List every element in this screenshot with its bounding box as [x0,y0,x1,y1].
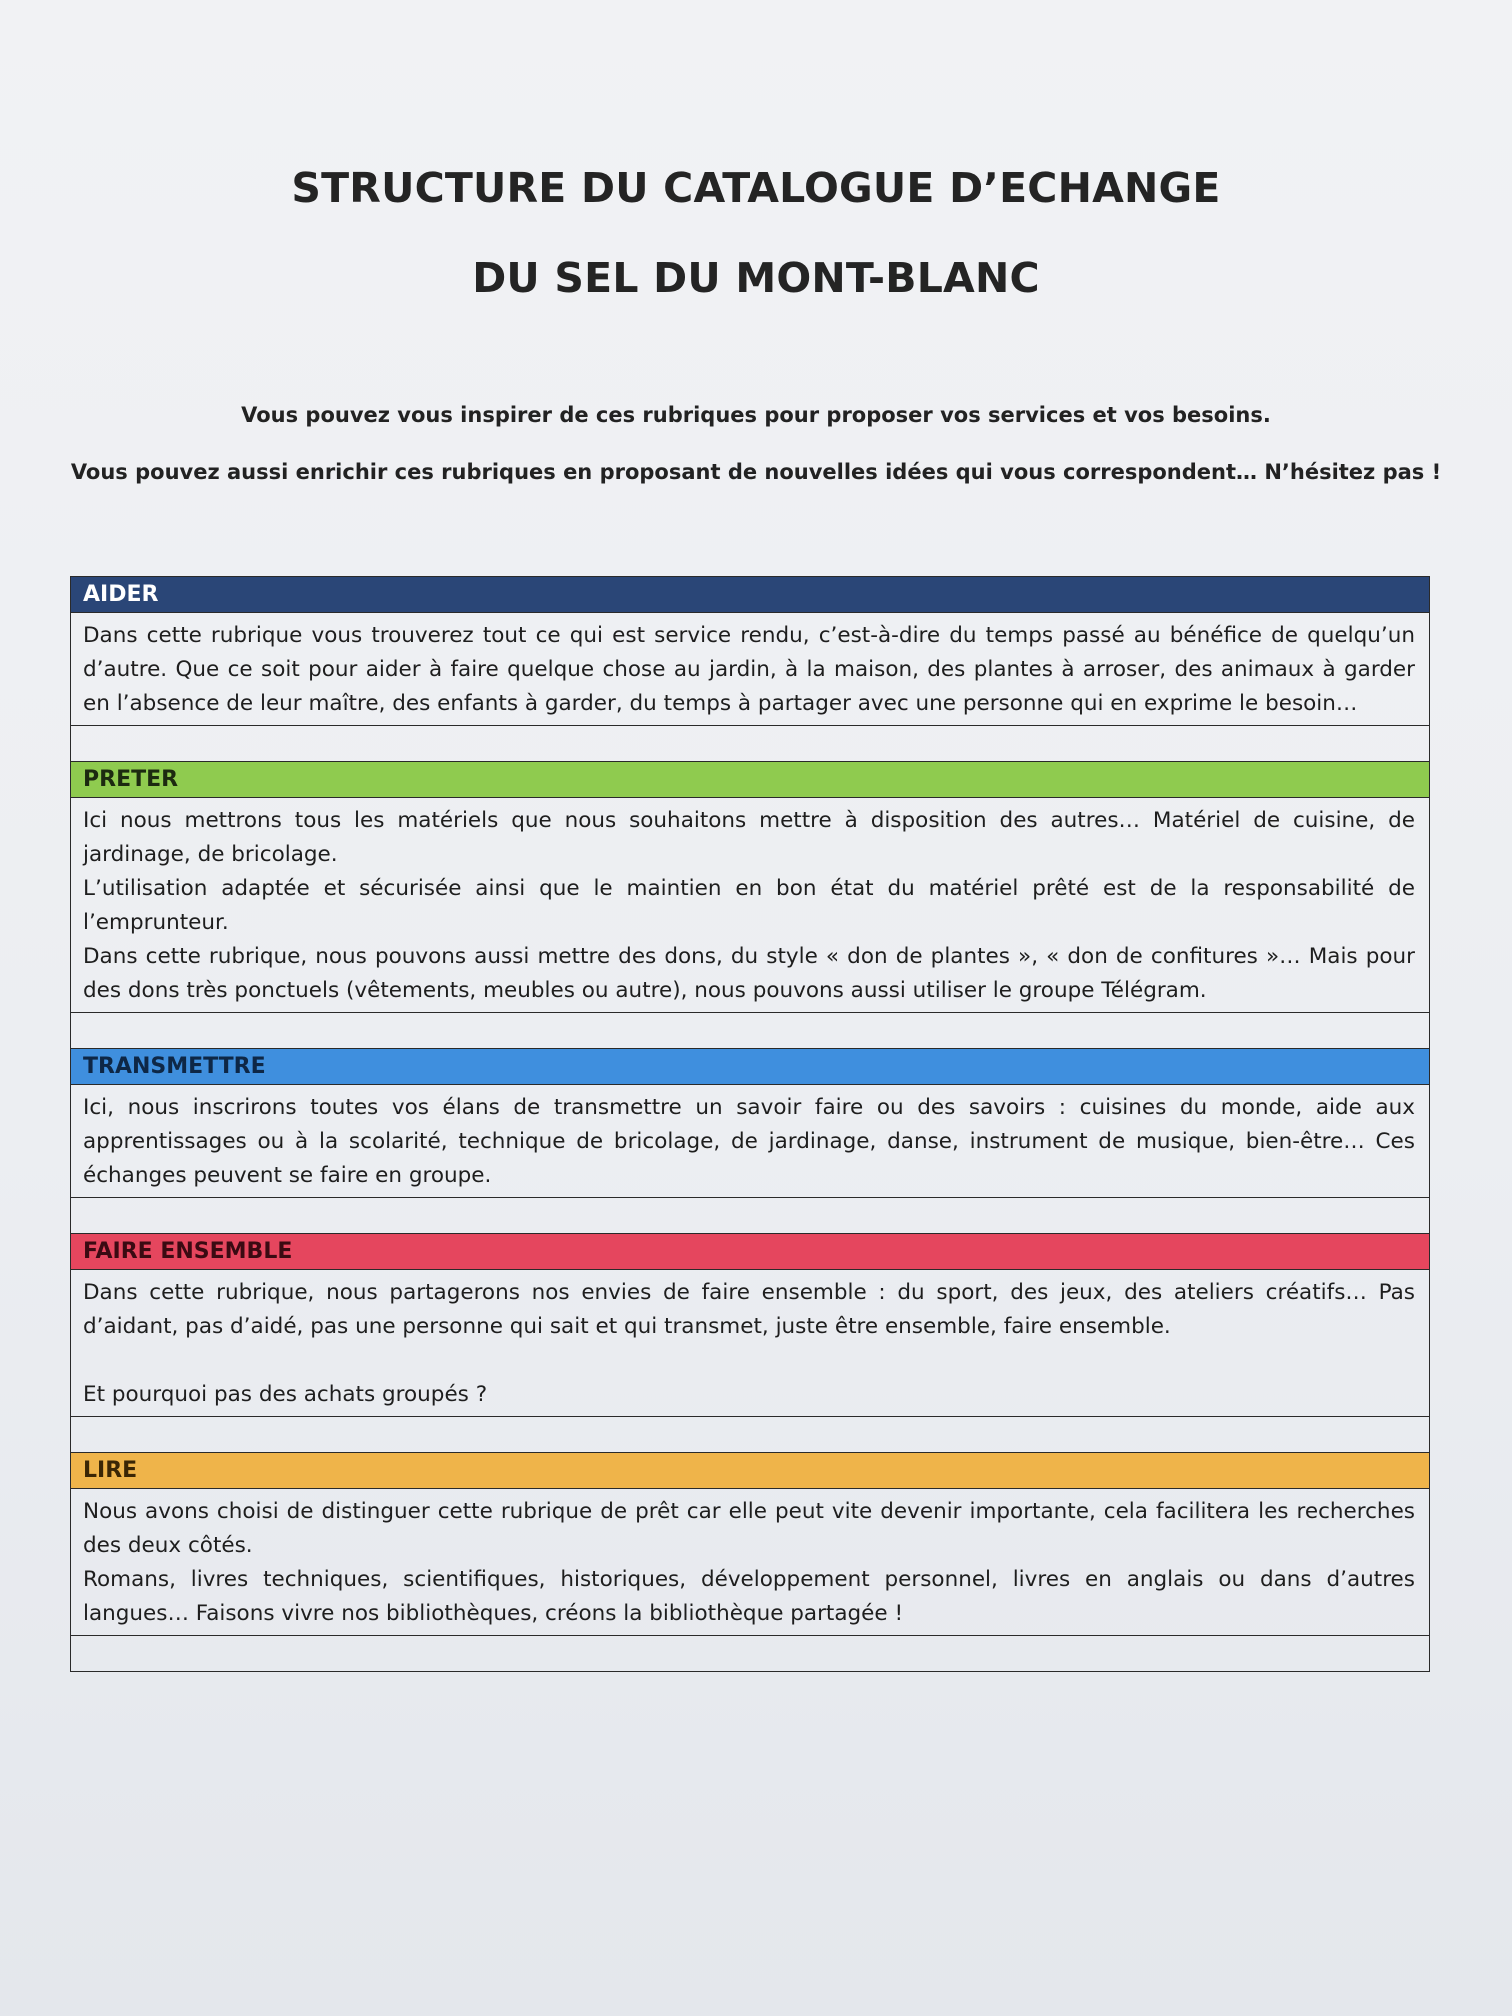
section-spacer-row [71,1198,1429,1234]
catalogue-table [70,576,1430,1672]
section-paragraph: Dans cette rubrique vous trouverez tout ce qui est service rendu, c’est-à-dire du temps passé au bénéfice de quelqu’un d’autre. Que ce soit pour aider à faire quelque chose au jardin, à la maison, des plantes à arroser, des animaux à garder en l’absence de leur maître, des enfants à garder, du temps à partager avec une personne qui en exprime le besoin… [83,623,1415,716]
section-paragraph: L’utilisation adaptée et sécurisée ainsi que le maintien en bon état du matériel prêté est de la responsabilité de l’emprunteur. [83,876,1415,935]
section-body-preter [71,798,1429,1013]
section-paragraph: Romans, livres techniques, scientifiques, historiques, développement personnel, livres en anglais ou dans d’autres langues… Faisons vivre nos bibliothèques, créons la bibliothèque partagée ! [83,1567,1415,1626]
section-paragraph: Et pourquoi pas des achats groupés ? [83,1382,488,1407]
section-spacer-row [71,1417,1429,1453]
section-spacer-row [71,1636,1429,1672]
document-title-line-2: DU SEL DU MONT-BLANC [472,254,1040,302]
section-body-faire-ensemble [71,1270,1429,1417]
section-spacer-row [71,1013,1429,1049]
section-paragraph: Ici, nous inscrirons toutes vos élans de transmettre un savoir faire ou des savoirs : cuisines du monde, aide aux apprentissages ou à la scolarité, technique de bricolage, de jardinage, danse, instrument de musique, bien-être… Ces échanges peuvent se faire en groupe. [83,1095,1415,1188]
section-heading-faire-ensemble: FAIRE ENSEMBLE [71,1234,1429,1270]
section-body-lire [71,1489,1429,1636]
section-paragraph: Dans cette rubrique, nous partagerons nos envies de faire ensemble : du sport, des jeux, des ateliers créatifs… Pas d’aidant, pas d’aidé, pas une personne qui sait et qui transmet, juste être ensemble, faire ensemble. [83,1280,1415,1339]
section-paragraph: Dans cette rubrique, nous pouvons aussi mettre des dons, du style « don de plantes », « don de confitures »… Mais pour des dons très ponctuels (vêtements, meubles ou autre), nous pouvons aussi utiliser le groupe Télégram. [83,944,1415,1003]
section-spacer-row [71,726,1429,762]
section-paragraph: Ici nous mettrons tous les matériels que nous souhaitons mettre à disposition des autres… Matériel de cuisine, de jardinage, de bricolage. [83,808,1415,867]
document-title-line-1: STRUCTURE DU CATALOGUE D’ECHANGE [291,164,1221,212]
intro-line-1: Vous pouvez vous inspirer de ces rubriques pour proposer vos services et vos besoins. [241,403,1271,427]
section-paragraph: Nous avons choisi de distinguer cette rubrique de prêt car elle peut vite devenir importante, cela facilitera les recherches des deux côtés. [83,1499,1415,1558]
section-heading-transmettre: TRANSMETTRE [71,1049,1429,1085]
section-heading-lire: LIRE [71,1453,1429,1489]
intro-line-2: Vous pouvez aussi enrichir ces rubriques en proposant de nouvelles idées qui vous correspondent… N’hésitez pas ! [70,460,1442,484]
section-body-aider [71,613,1429,726]
section-heading-aider: AIDER [71,577,1429,613]
section-heading-preter: PRETER [71,762,1429,798]
section-body-transmettre [71,1085,1429,1198]
